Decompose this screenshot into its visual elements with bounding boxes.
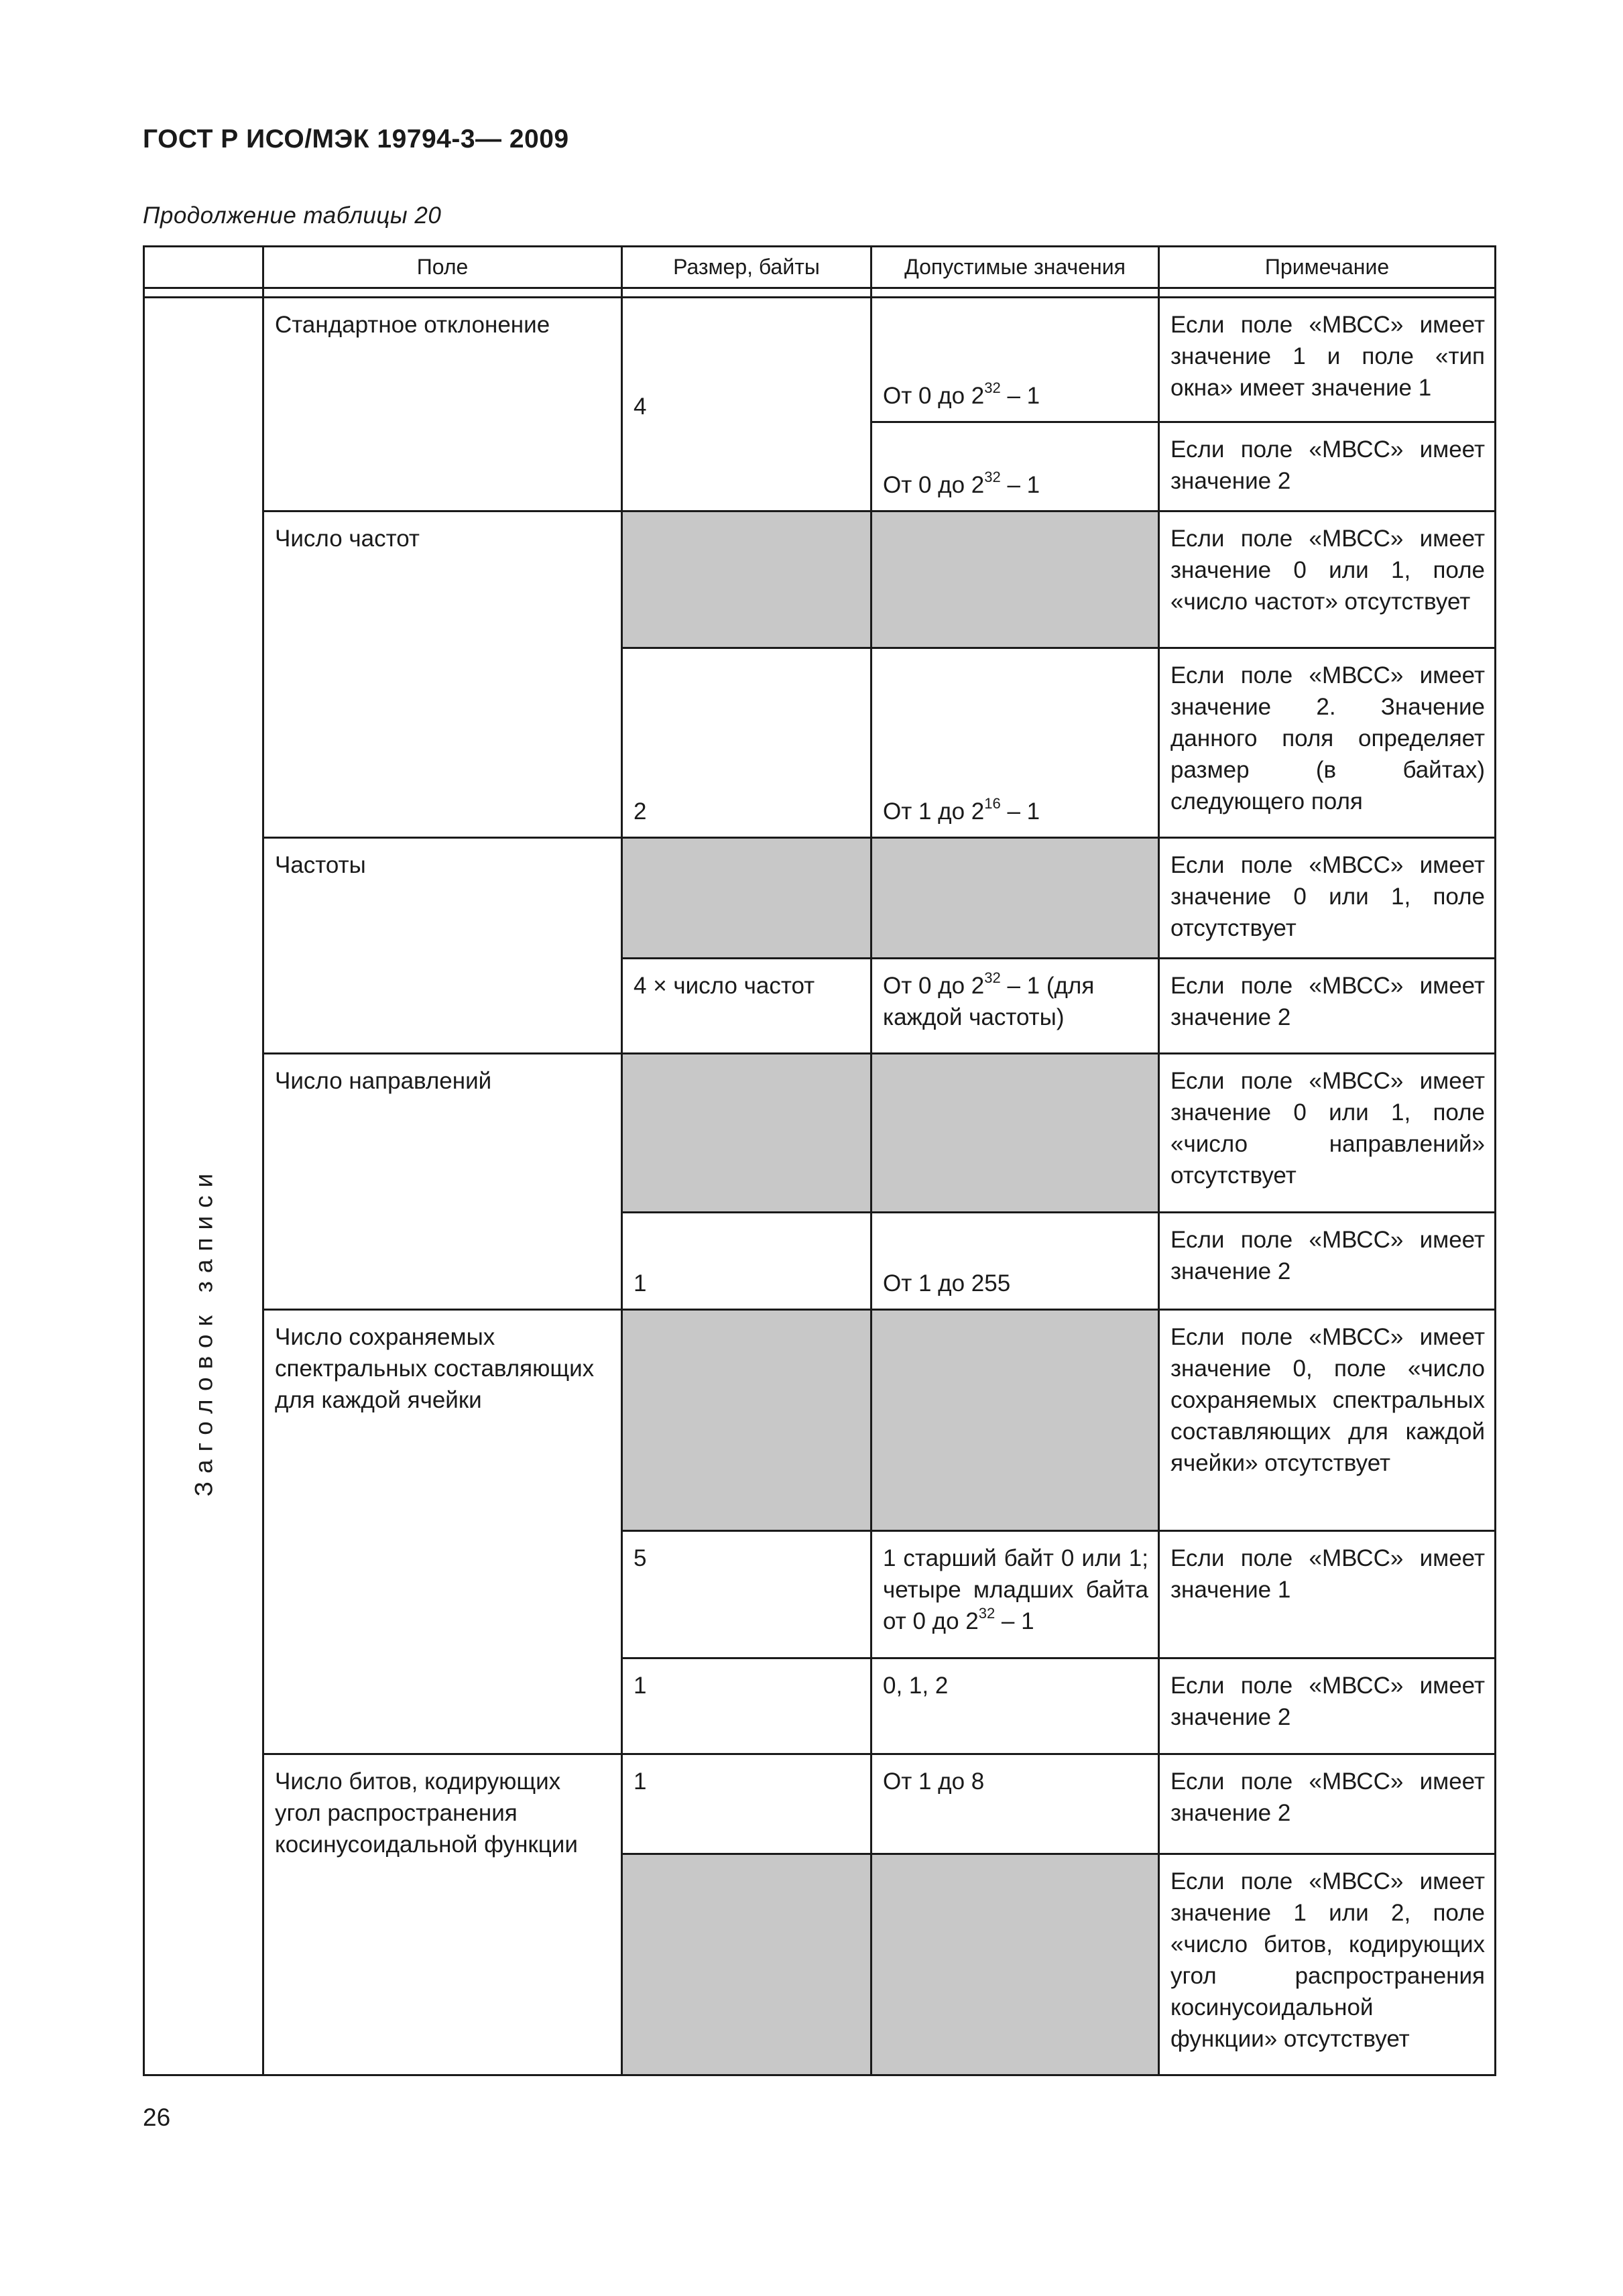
value-bits-1: От 1 до 8 <box>871 1754 1159 1854</box>
document-standard-title: ГОСТ Р ИСО/МЭК 19794-3— 2009 <box>143 125 569 154</box>
size-spectral-absent <box>622 1310 871 1531</box>
size-spectral-3: 1 <box>622 1658 871 1754</box>
table-row <box>144 838 1496 959</box>
value-bits-absent <box>871 1854 1159 2075</box>
size-std-dev: 4 <box>622 298 871 511</box>
size-freqs-absent <box>622 838 871 959</box>
note-std-dev-2: Если поле «МВСС» имеет значение 2 <box>1159 422 1496 511</box>
note-bits-1: Если поле «МВСС» имеет значение 2 <box>1159 1754 1496 1854</box>
field-bits: Число битов, кодирующих угол распространения косинусоидальной функции <box>263 1754 622 2075</box>
table-row <box>144 1754 1496 1854</box>
page-number: 26 <box>143 2104 171 2131</box>
value-directions-2: От 1 до 255 <box>871 1213 1159 1310</box>
note-directions-1: Если поле «МВСС» имеет значение 0 или 1, поле «число направлений» отсутствует <box>1159 1054 1496 1213</box>
field-freqs: Частоты <box>263 838 622 1054</box>
size-freq-count-2: 2 <box>622 648 871 838</box>
table-continuation-caption: Продолжение таблицы 20 <box>143 202 442 229</box>
table-header-row <box>144 247 1496 288</box>
value-spectral-3: 0, 1, 2 <box>871 1658 1159 1754</box>
note-bits-2: Если поле «МВСС» имеет значение 1 или 2, поле «число битов, кодирующих угол распространения косинусоидальной функции» отсутствует <box>1159 1854 1496 2075</box>
size-freq-count-absent <box>622 511 871 648</box>
field-freq-count: Число частот <box>263 511 622 838</box>
value-freqs-absent <box>871 838 1159 959</box>
field-directions: Число направлений <box>263 1054 622 1310</box>
value-freq-count-2: От 1 до $2^{16} - 1$ <box>871 648 1159 838</box>
table-row <box>144 1310 1496 1531</box>
value-spectral-absent <box>871 1310 1159 1531</box>
note-directions-2: Если поле «МВСС» имеет значение 2 <box>1159 1213 1496 1310</box>
note-freqs-1: Если поле «МВСС» имеет значение 0 или 1, поле отсутствует <box>1159 838 1496 959</box>
size-directions-absent <box>622 1054 871 1213</box>
note-std-dev-1: Если поле «МВСС» имеет значение 1 и поле «тип окна» имеет значение 1 <box>1159 298 1496 422</box>
column-header-note: Примечание <box>1159 247 1496 288</box>
value-spectral-2: 1 старший байт 0 или 1; четыре младших байта от 0 до $2^{32} - 1$ <box>871 1531 1159 1658</box>
column-header-size: Размер, байты <box>622 247 871 288</box>
value-freqs-2: От 0 до $2^{32} - 1$ (для каждой частоты) <box>871 959 1159 1054</box>
column-header-values: Допустимые значения <box>871 247 1159 288</box>
column-header-field: Поле <box>263 247 622 288</box>
size-freqs-2: 4 × число частот <box>622 959 871 1054</box>
value-directions-absent <box>871 1054 1159 1213</box>
size-bits-absent <box>622 1854 871 2075</box>
table-row <box>144 1054 1496 1213</box>
header-gap-row <box>144 288 1496 298</box>
size-directions-2: 1 <box>622 1213 871 1310</box>
size-spectral-2: 5 <box>622 1531 871 1658</box>
value-freq-count-absent <box>871 511 1159 648</box>
note-spectral-1: Если поле «МВСС» имеет значение 0, поле «число сохраняемых спектральных составляющих для каждой ячейки» отсутствует <box>1159 1310 1496 1531</box>
value-std-dev-1: От 0 до $2^{32} - 1$ <box>871 298 1159 422</box>
value-std-dev-2: От 0 до $2^{32} - 1$ <box>871 422 1159 511</box>
spec-table <box>143 245 1496 2076</box>
size-bits-1: 1 <box>622 1754 871 1854</box>
note-freq-count-2: Если поле «МВСС» имеет значение 2. Значение данного поля определяет размер (в байтах) следующего поля <box>1159 648 1496 838</box>
note-freqs-2: Если поле «МВСС» имеет значение 2 <box>1159 959 1496 1054</box>
note-spectral-2: Если поле «МВСС» имеет значение 1 <box>1159 1531 1496 1658</box>
side-label-record-header: Заголовок записи <box>190 1165 217 1497</box>
note-spectral-3: Если поле «МВСС» имеет значение 2 <box>1159 1658 1496 1754</box>
field-std-dev: Стандартное отклонение <box>263 298 622 511</box>
table-row <box>144 298 1496 422</box>
side-label-cell <box>144 298 263 2075</box>
table-row <box>144 511 1496 648</box>
field-spectral: Число сохраняемых спектральных составляющих для каждой ячейки <box>263 1310 622 1754</box>
note-freq-count-1: Если поле «МВСС» имеет значение 0 или 1, поле «число частот» отсутствует <box>1159 511 1496 648</box>
header-empty-cell <box>144 247 263 288</box>
